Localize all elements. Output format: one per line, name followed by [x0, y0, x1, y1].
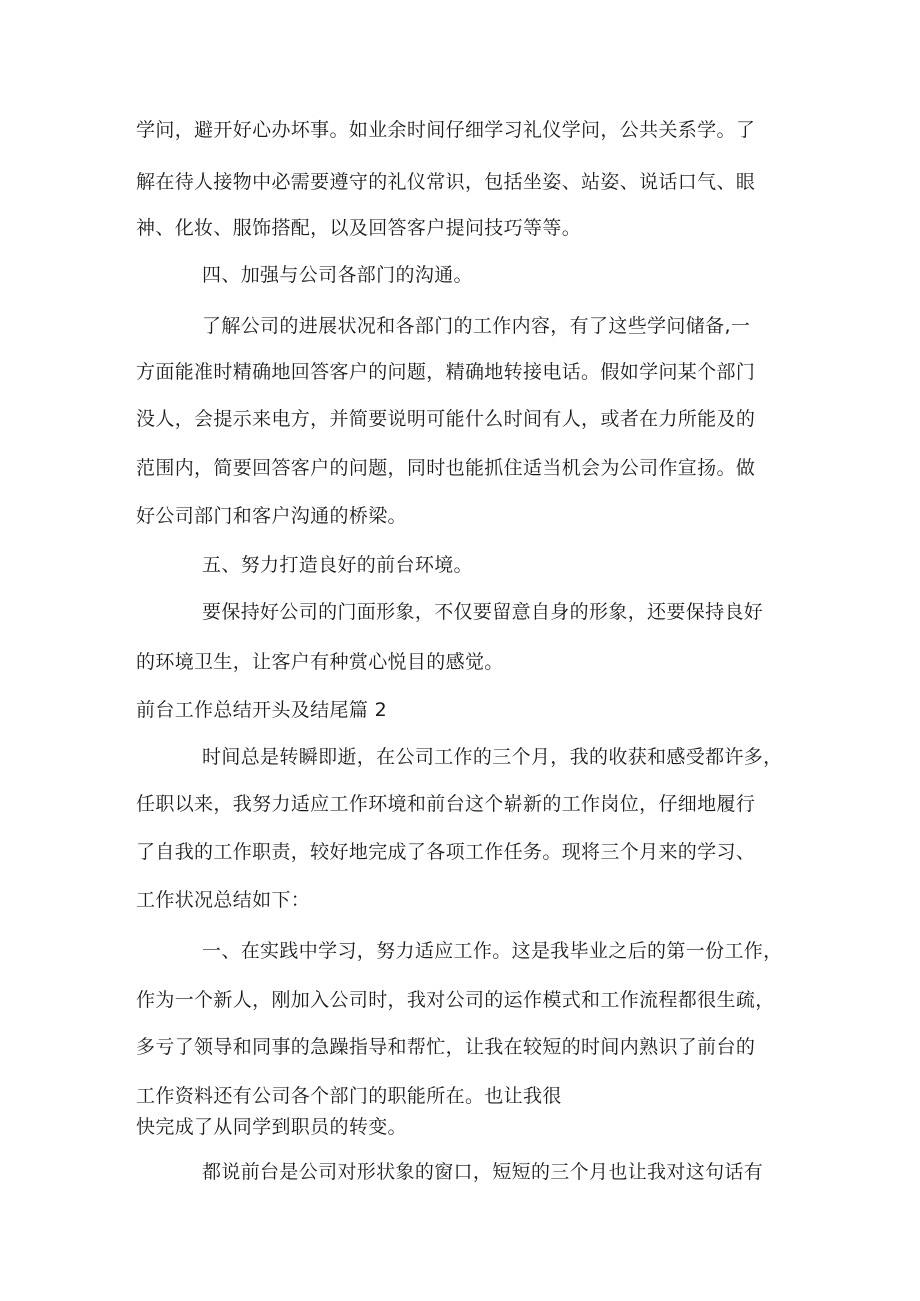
- paragraph-line: 工作状况总结如下：: [136, 889, 311, 911]
- paragraph-line: 多亏了领导和同事的急躁指导和帮忙，让我在较短的时间内熟识了前台的: [136, 1036, 756, 1058]
- paragraph-line: 了自我的工作职责，较好地完成了各项工作任务。现将三个月来的学习、: [136, 841, 756, 863]
- paragraph-line: 的环境卫生，让客户有种赏心悦目的感觉。: [136, 651, 504, 673]
- paragraph-line: 好公司部门和客户沟通的桥梁。: [136, 505, 407, 527]
- paragraph-line: 没人，会提示来电方，并简要说明可能什么时间有人，或者在力所能及的: [136, 408, 756, 430]
- paragraph-line: 范围内，简要回答客户的问题，同时也能抓住适当机会为公司作宣扬。做: [136, 457, 756, 479]
- paragraph-line: 都说前台是公司对形状象的窗口，短短的三个月也让我对这句话有: [202, 1161, 764, 1183]
- paragraph-line: 了解公司的进展状况和各部门的工作内容，有了这些学问储备,一: [202, 315, 751, 337]
- paragraph-line: 解在待人接物中必需要遵守的礼仪常识，包括坐姿、站姿、说话口气、眼: [136, 171, 756, 193]
- paragraph-line: 工作资料还有公司各个部门的职能所在。也让我很: [136, 1085, 562, 1107]
- section-heading: 四、加强与公司各部门的沟通。: [202, 264, 473, 286]
- paragraph-line: 一、在实践中学习，努力适应工作。这是我毕业之后的第一份工作，: [202, 940, 783, 962]
- paragraph-line: 要保持好公司的门面形象，不仅要留意自身的形象，还要保持良好: [202, 601, 764, 623]
- article-title: 前台工作总结开头及结尾篇 2: [136, 699, 388, 721]
- paragraph-line: 学问，避开好心办坏事。如业余时间仔细学习礼仪学问，公共关系学。了: [136, 119, 756, 141]
- paragraph-line: 神、化妆、服饰搭配，以及回答客户提问技巧等等。: [136, 217, 582, 239]
- paragraph-line: 作为一个新人，刚加入公司时，我对公司的运作模式和工作流程都很生疏，: [136, 989, 775, 1011]
- paragraph-line: 方面能准时精确地回答客户的问题，精确地转接电话。假如学问某个部门: [136, 361, 756, 383]
- paragraph-line: 时间总是转瞬即逝，在公司工作的三个月，我的收获和感受都许多，: [202, 746, 783, 768]
- paragraph-line: 快完成了从同学到职员的转变。: [136, 1116, 407, 1138]
- paragraph-line: 任职以来，我努力适应工作环境和前台这个崭新的工作岗位，仔细地履行: [136, 793, 756, 815]
- section-heading: 五、努力打造良好的前台环境。: [202, 554, 473, 576]
